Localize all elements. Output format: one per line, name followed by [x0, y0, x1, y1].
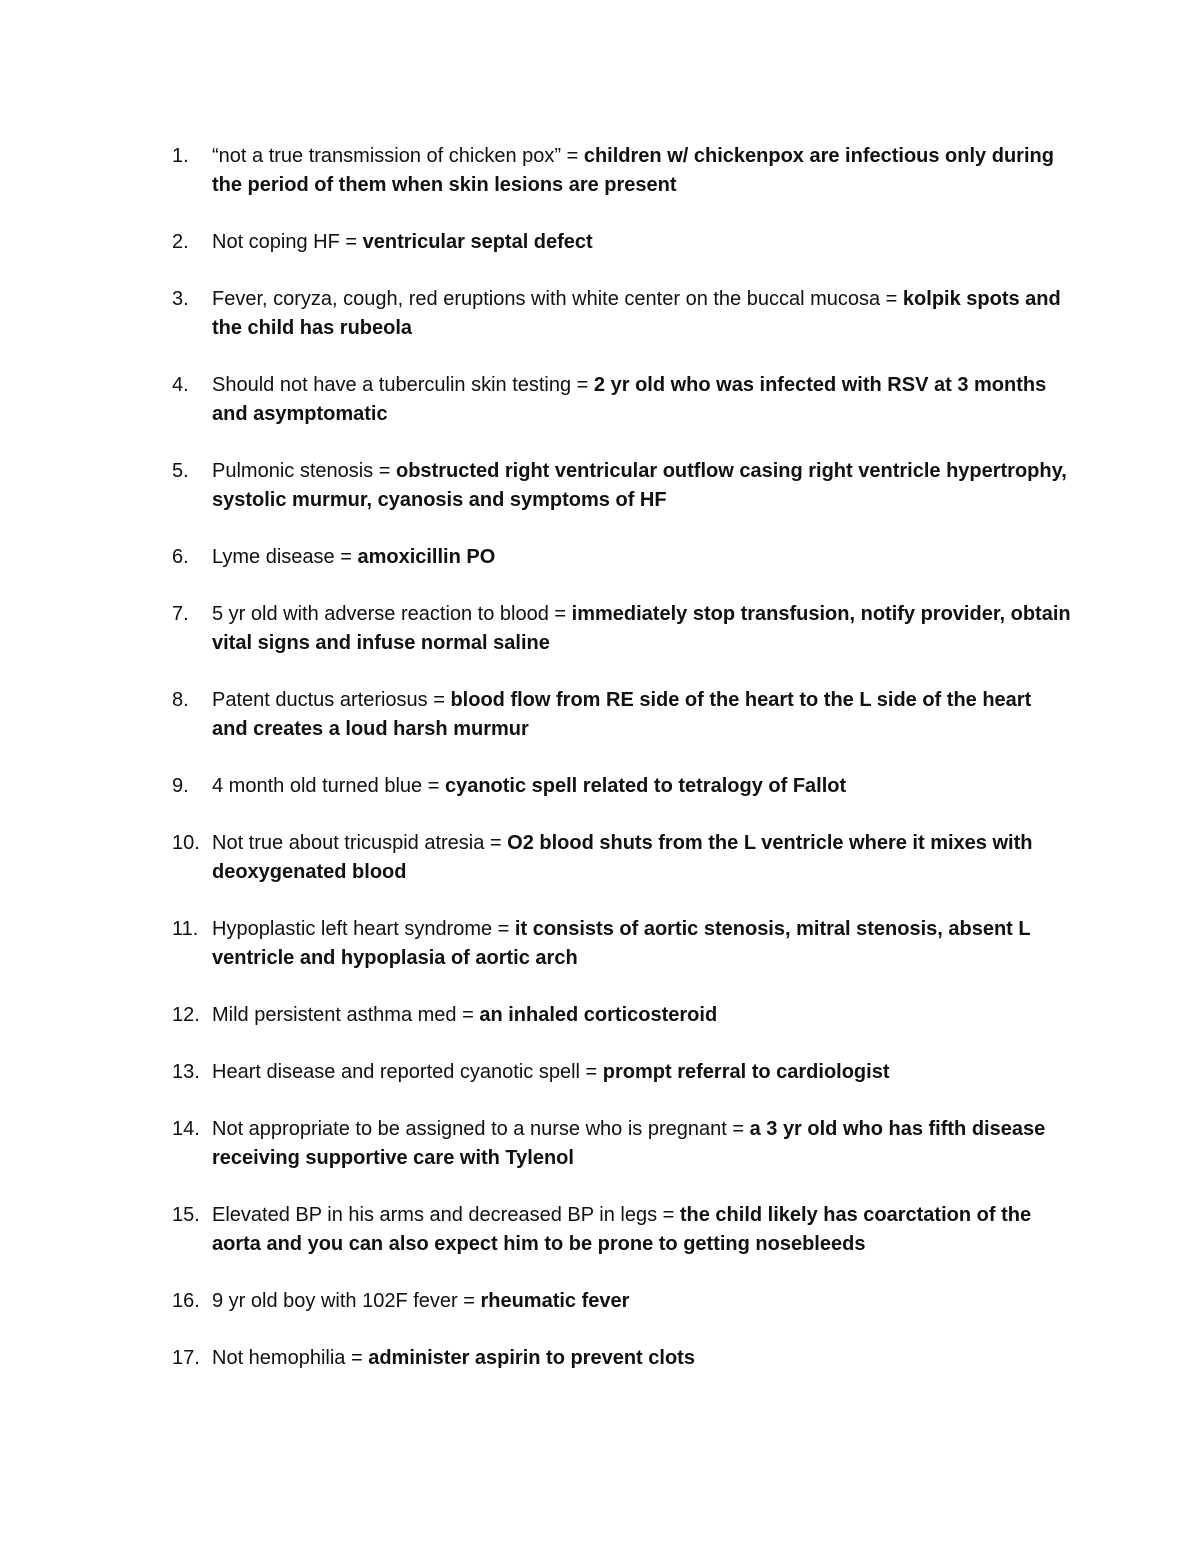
list-item: [172, 543, 1072, 572]
item-body: [212, 915, 1072, 973]
item-answer: O2 blood shuts from the L ventricle where it mixes with deoxygenated blood: [212, 832, 1033, 883]
item-answer: kolpik spots and the child has rubeola: [212, 288, 1061, 339]
item-question: “not a true transmission of chicken pox” =: [212, 145, 584, 167]
item-question: 4 month old turned blue =: [212, 775, 445, 797]
item-question: Fever, coryza, cough, red eruptions with white center on the buccal mucosa =: [212, 288, 903, 310]
item-answer: children w/ chickenpox are infectious only during the period of them when skin lesions are present: [212, 145, 1054, 196]
item-body: [212, 371, 1072, 429]
item-number: 6.: [172, 546, 189, 568]
item-number: 3.: [172, 288, 189, 310]
item-question: Not hemophilia =: [212, 1347, 369, 1369]
item-body: [212, 1001, 1072, 1030]
item-body: [212, 1287, 1072, 1316]
list-item: [172, 1201, 1072, 1259]
list-item: [172, 285, 1072, 343]
item-answer: an inhaled corticosteroid: [479, 1004, 718, 1026]
item-number: 13.: [172, 1061, 200, 1083]
item-number: 15.: [172, 1204, 200, 1226]
item-answer: immediately stop transfusion, notify provider, obtain vital signs and infuse normal saline: [212, 603, 1071, 654]
item-question: Not true about tricuspid atresia =: [212, 832, 508, 854]
item-question: Elevated BP in his arms and decreased BP in legs =: [212, 1204, 680, 1226]
item-body: [212, 1058, 1072, 1087]
list-item: [172, 457, 1072, 515]
list-item: [172, 142, 1072, 200]
list-item: [172, 1058, 1072, 1087]
item-question: 9 yr old boy with 102F fever =: [212, 1290, 481, 1312]
item-question: Not appropriate to be assigned to a nurse who is pregnant =: [212, 1118, 750, 1140]
item-answer: amoxicillin PO: [357, 546, 496, 568]
item-number: 16.: [172, 1290, 200, 1312]
item-body: [212, 285, 1072, 343]
item-body: [212, 829, 1072, 887]
item-body: [212, 228, 1072, 257]
item-answer: obstructed right ventricular outflow casing right ventricle hypertrophy, systolic murmur, cyanosis and symptoms of HF: [212, 460, 1067, 511]
item-question: Lyme disease =: [212, 546, 358, 568]
list-item: [172, 915, 1072, 973]
item-answer: 2 yr old who was infected with RSV at 3 months and asymptomatic: [212, 374, 1047, 425]
item-number: 1.: [172, 145, 189, 167]
item-question: Mild persistent asthma med =: [212, 1004, 480, 1026]
item-answer: ventricular septal defect: [362, 231, 593, 253]
item-body: [212, 600, 1072, 658]
item-answer: cyanotic spell related to tetralogy of Fallot: [444, 775, 847, 797]
item-number: 14.: [172, 1118, 200, 1140]
item-body: [212, 1201, 1072, 1259]
item-question: Pulmonic stenosis =: [212, 460, 396, 482]
item-number: 12.: [172, 1004, 200, 1026]
numbered-list: [172, 142, 1072, 1401]
item-question: 5 yr old with adverse reaction to blood =: [212, 603, 572, 625]
item-number: 11.: [172, 918, 199, 940]
item-number: 8.: [172, 689, 189, 711]
item-number: 9.: [172, 775, 189, 797]
item-number: 5.: [172, 460, 189, 482]
item-number: 2.: [172, 231, 189, 253]
list-item: [172, 1344, 1072, 1373]
item-body: [212, 1115, 1072, 1173]
list-item: [172, 1115, 1072, 1173]
list-item: [172, 1287, 1072, 1316]
item-answer: administer aspirin to prevent clots: [368, 1347, 695, 1369]
item-question: Hypoplastic left heart syndrome =: [212, 918, 515, 940]
item-question: Patent ductus arteriosus =: [212, 689, 451, 711]
item-body: [212, 142, 1072, 200]
item-answer: the child likely has coarctation of the aorta and you can also expect him to be prone to getting nosebleeds: [212, 1204, 1032, 1255]
list-item: [172, 772, 1072, 801]
item-body: [212, 686, 1072, 744]
item-answer: blood flow from RE side of the heart to the L side of the heart and creates a loud harsh murmur: [212, 689, 1032, 740]
item-question: Heart disease and reported cyanotic spell =: [212, 1061, 603, 1083]
item-number: 7.: [172, 603, 189, 625]
list-item: [172, 228, 1072, 257]
item-body: [212, 543, 1072, 572]
item-number: 17.: [172, 1347, 200, 1369]
list-item: [172, 371, 1072, 429]
item-answer: prompt referral to cardiologist: [602, 1061, 890, 1083]
item-answer: it consists of aortic stenosis, mitral stenosis, absent L ventricle and hypoplasia of aortic arch: [212, 918, 1031, 969]
item-number: 4.: [172, 374, 189, 396]
item-number: 10.: [172, 832, 200, 854]
item-question: Should not have a tuberculin skin testing =: [212, 374, 594, 396]
list-item: [172, 600, 1072, 658]
list-item: [172, 829, 1072, 887]
item-body: [212, 772, 1072, 801]
item-answer: a 3 yr old who has fifth disease receiving supportive care with Tylenol: [212, 1118, 1046, 1169]
item-question: Not coping HF =: [212, 231, 363, 253]
list-item: [172, 686, 1072, 744]
item-answer: rheumatic fever: [480, 1290, 630, 1312]
item-body: [212, 1344, 1072, 1373]
item-body: [212, 457, 1072, 515]
list-item: [172, 1001, 1072, 1030]
